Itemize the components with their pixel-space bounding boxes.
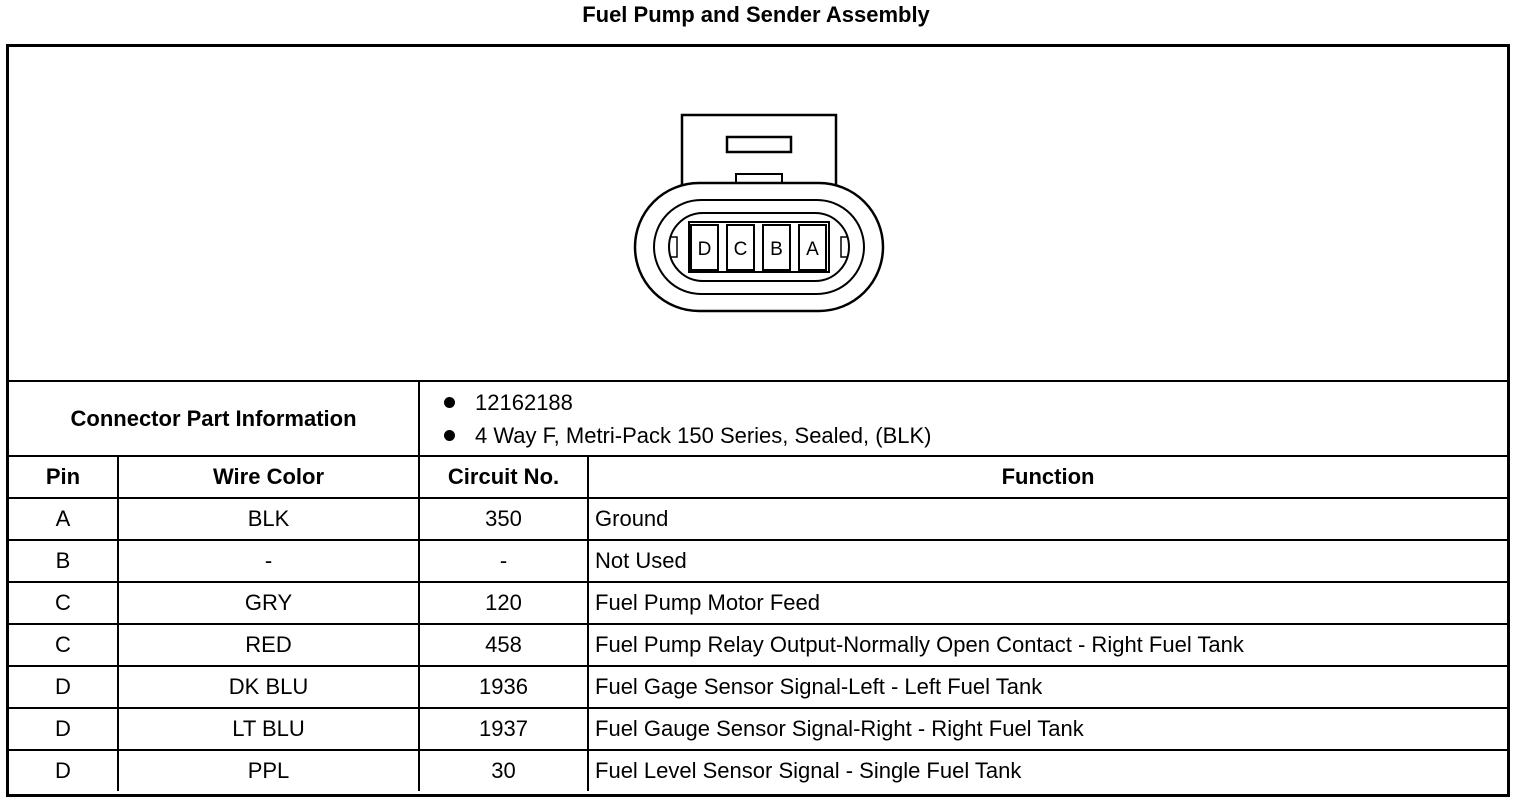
function-cell: Fuel Gauge Sensor Signal-Right - Right Fuel Tank [588, 708, 1507, 750]
connector-drawing [9, 47, 1507, 380]
connector-latch-slot [727, 137, 791, 152]
column-header-pin: Pin [9, 456, 118, 498]
wire-color-cell: LT BLU [118, 708, 419, 750]
circuit-cell: 30 [419, 750, 588, 791]
part-info-item [444, 419, 1501, 452]
function-cell: Ground [588, 498, 1507, 540]
pin-label-c: C [733, 239, 748, 260]
part-info-list [419, 382, 1507, 456]
page-title: Fuel Pump and Sender Assembly [582, 2, 930, 27]
table-row [9, 666, 1507, 708]
circuit-cell: 350 [419, 498, 588, 540]
pin-label-b: B [770, 239, 783, 260]
table-row [9, 582, 1507, 624]
circuit-cell: 1936 [419, 666, 588, 708]
table-row [9, 624, 1507, 666]
pin-cell: D [9, 708, 118, 750]
part-info-item [444, 386, 1501, 419]
circuit-cell: - [419, 540, 588, 582]
connector-outer-body [635, 183, 883, 311]
connector-diagram [9, 47, 1507, 382]
part-number: 12162188 [475, 389, 573, 415]
wire-color-cell: BLK [118, 498, 419, 540]
part-description: 4 Way F, Metri-Pack 150 Series, Sealed, (BLK) [475, 422, 932, 448]
pin-label-d: D [697, 239, 712, 260]
pin-cell: C [9, 624, 118, 666]
bullet-icon [444, 430, 455, 441]
connector-pinout-table [9, 382, 1507, 791]
wire-color-cell: DK BLU [118, 666, 419, 708]
pin-cell: C [9, 582, 118, 624]
pin-cell: D [9, 750, 118, 791]
pin-cell: A [9, 498, 118, 540]
table-row [9, 708, 1507, 750]
column-header-wire-color: Wire Color [118, 456, 419, 498]
part-info-row [9, 382, 1507, 456]
wire-color-cell: - [118, 540, 419, 582]
circuit-cell: 458 [419, 624, 588, 666]
wire-color-cell: RED [118, 624, 419, 666]
column-header-function: Function [588, 456, 1507, 498]
circuit-cell: 120 [419, 582, 588, 624]
function-cell: Fuel Pump Relay Output-Normally Open Contact - Right Fuel Tank [588, 624, 1507, 666]
wire-color-cell: GRY [118, 582, 419, 624]
bullet-icon [444, 397, 455, 408]
pin-cell: D [9, 666, 118, 708]
pin-label-a: A [806, 239, 819, 260]
table-header-row [9, 456, 1507, 498]
function-cell: Not Used [588, 540, 1507, 582]
wire-color-cell: PPL [118, 750, 419, 791]
table-row [9, 498, 1507, 540]
table-row [9, 750, 1507, 791]
function-cell: Fuel Pump Motor Feed [588, 582, 1507, 624]
function-cell: Fuel Level Sensor Signal - Single Fuel Tank [588, 750, 1507, 791]
connector-document [6, 44, 1510, 797]
column-header-circuit-no: Circuit No. [419, 456, 588, 498]
table-row [9, 540, 1507, 582]
function-cell: Fuel Gage Sensor Signal-Left - Left Fuel Tank [588, 666, 1507, 708]
circuit-cell: 1937 [419, 708, 588, 750]
pin-cell: B [9, 540, 118, 582]
part-info-label: Connector Part Information [9, 382, 419, 456]
